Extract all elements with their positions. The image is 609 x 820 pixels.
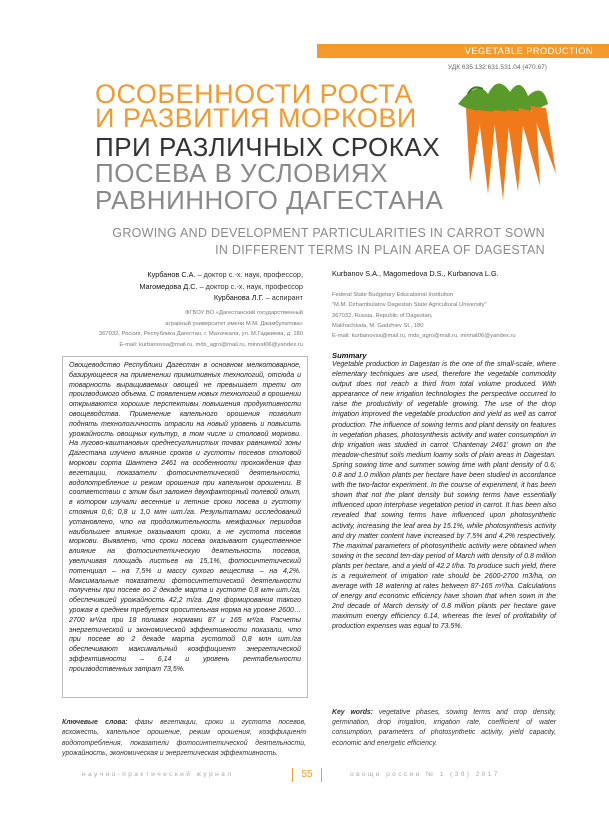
journal-issue: овощи россии № 1 (39) 2017: [350, 771, 500, 778]
section-label: VEGETABLE PRODUCTION: [464, 46, 593, 56]
author-ru: Курбанова Л.Г. – аспирант: [213, 293, 303, 302]
author-ru: Курбанов С.А. – доктор с.-х. наук, профессор,: [147, 270, 303, 279]
title-ru-line-3: ПРИ РАЗЛИЧНЫХ СРОКАХ: [95, 132, 441, 162]
email-ru: E-mail: kurbanovsa@mail.ru, mds_agro@mail.ru, minnat06@yandex.ru: [119, 341, 303, 348]
summary-title: Summary: [332, 351, 367, 360]
section-banner: [317, 44, 609, 58]
keywords-ru: Ключевые слова: фазы вегетации, сроки и густота посевов, всхожесть, капельное орошение, режим орошения, коэффициент водопотребления, показатели фотосинтетической деятельности, урожайность, экономическая и энергетическая эффективность.: [62, 719, 307, 758]
udk-code: УДК 635.132:631.531.04 (470.67): [447, 64, 547, 71]
page-footer: [0, 768, 609, 782]
keywords-en: Key words: vegetative phases, sowing terms and crop density, germination, drop irrigation, irrigation rate, coefficient of water consumption, parameters of photosynthetic activity, yield capacity, economic and energetic efficiency.: [332, 709, 556, 747]
title-ru-line-5: РАВНИННОГО ДАГЕСТАНА: [95, 185, 444, 215]
author-ru: Магомедова Д.С. – доктор с.-х. наук, профессор: [139, 281, 303, 291]
affiliation-ru: ФГБОУ ВО «Дагестанский государственный аграрный университет имени М.М. Джамбулатова» 367032, Россия, Республика Дагестан, г. Махачкала, ул. М.Гаджиева, д. 180 E-mail: kurbanovsa@mail.ru, mds_agro@mail.ru, minnat06@yandex.ru: [99, 308, 303, 350]
carrots-illustration: [448, 74, 568, 204]
authors-en: Kurbanov S.A., Magomedova D.S., Kurbanova L.G.: [332, 269, 499, 278]
summary-text: Vegetable production in Dagestan is the one of the small-scale, where elementary techniques are used, therefore the vegetable commodity output does not reach a third from total volume produced. With appearance of new irrigation technologies the perspective occurred to raise the productivity of vegetable growing. The use of the drop irrigation improved the vegetable production and yield as well as carrot production. The influence of sowing terms and plant density on features in vegetation phases, photosynthesis activity and water consumption in drip irrigation was studied in carrot 'Chantenay 2461' grown on the meadow-chestnut soils medium loamy soils of plain areas in Dagestan. Spring sowing time and summer sowing time with plant density of 0.6; 0.8 and 1.0 million plants per hectare have been studied in accordance with the two-factor experiment. In the course of experiment, it has been shown that not the plant density but sowing terms have essentially influenced upon interphase vegetation period in carrot. It has been also revealed that sowing terms have influenced upon photosynthetic activity, increasing the leaf area by 15.1%, while photosynthesis activity and dry matter content have increased by 7.5% and 4.2% respectively. The maximal parameters of photosynthetic activity were obtained when sowing in the second ten-day period of March with density of 0.8 million plants per hectare, and a yield of 42.2 t/ha. To produce such yield, there is a requirement of irrigation rate should be 2600-2700 m3/ha, on average with 18 watering at rates between 87-165 m³/ha. Calculations of energy and economic efficiency have shown that when sown in the 2nd decade of March density of 0.8 million plants per hectare gave maximum energy efficiency 6.14, whereas the level of profitability of production expenses was equal to 73.5%.: [332, 361, 556, 631]
page-number: 55: [292, 768, 322, 782]
title-en-line-1: GROWING AND DEVELOPMENT PARTICULARITIES IN CARROT SOWN: [112, 226, 545, 240]
title-ru-line-1: ОСОБЕННОСТИ РОСТА: [95, 79, 413, 109]
carrot-roots: [466, 106, 556, 200]
title-ru-line-2: И РАЗВИТИЯ МОРКОВИ: [95, 103, 417, 133]
authors-ru: [139, 269, 303, 304]
abstract-ru-text: Овощеводство Республики Дагестан в основном мелкотоварное, базирующееся на применении примитивных технологий, отсюда и товарность выращиваемых овощей не превышает трети от производимого объема. С появлением новых технологий в орошении открываются хорошие перспективы повышения продуктивности овощеводства. Применение капельного орошения позволит поднять технологичность отрасли на новый уровень и повысить урожайность овощных культур, в том числе и столовой моркови. На лугово-каштановых среднесуглинистых почвах равнинной зоны Дагестана изучено влияние сроков и густоты посевов столовой моркови сорта Шантенэ 2461 на особенности прохождения фаз вегетации, показатели фотосинтетической деятельности, водопотребление и режим орошения при капельном орошении. В соответствии с этим был заложен двухфакторный полевой опыт, в котором изучали весенние и летние сроки посева и густоту стояния 0,6; 0,8 и 1,0 млн шт./га. Результатами исследований установлено, что на продолжительность межфазных периодов наибольшее влияние оказывают сроки, а не густота посевов моркови. Выявлено, что сроки посева оказывают существенное влияние на фотосинтетическую деятельность посевов, увеличивая площадь листьев на 15,1%, фотосинтетический потенциал – на 7,5% и массу сухого вещества – на 4,2%. Максимальные показатели фотосинтетической деятельности получены при посеве во 2 декаде марта и густоте 0,8 млн шт./га, обеспечившей урожайность 42,2 т/га. Для формирования такого урожая в среднем требуется оросительная норма на уровне 2600…2700 м³/га при 18 поливах нормами 87 и 165 м³/га. Расчеты энергетической и экономической эффективности показали, что при посеве во 2 декаде марта густотой 0,8 млн шт./га обеспечивают максимальный коэффициент энергетической эффективности – 6,14 и уровень рентабельности производственных затрат 73,5%.: [69, 362, 301, 673]
affiliation-en: Federal State Budgetary Educational Institution "M.M. Dzhambulatov Dagestan State Agricultural University" 367032, Russia, Republic of Dagestan, Makhachkala, M. Gadzhiev St., 180 E-mail: kurbanovsa@mail.ru, mds_agro@mail.ru, minnat06@yandex.ru: [332, 290, 516, 341]
title-en-line-2: IN DIFFERENT TERMS IN PLAIN AREA OF DAGESTAN: [215, 243, 545, 257]
journal-type: научно-практический журнал: [82, 771, 234, 778]
abstract-ru: [62, 356, 308, 698]
title-ru-line-4: ПОСЕВА В УСЛОВИЯХ: [95, 158, 389, 188]
email-en: E-mail: kurbanovsa@mail.ru, mds_agro@mail.ru, minnat06@yandex.ru: [332, 333, 516, 340]
